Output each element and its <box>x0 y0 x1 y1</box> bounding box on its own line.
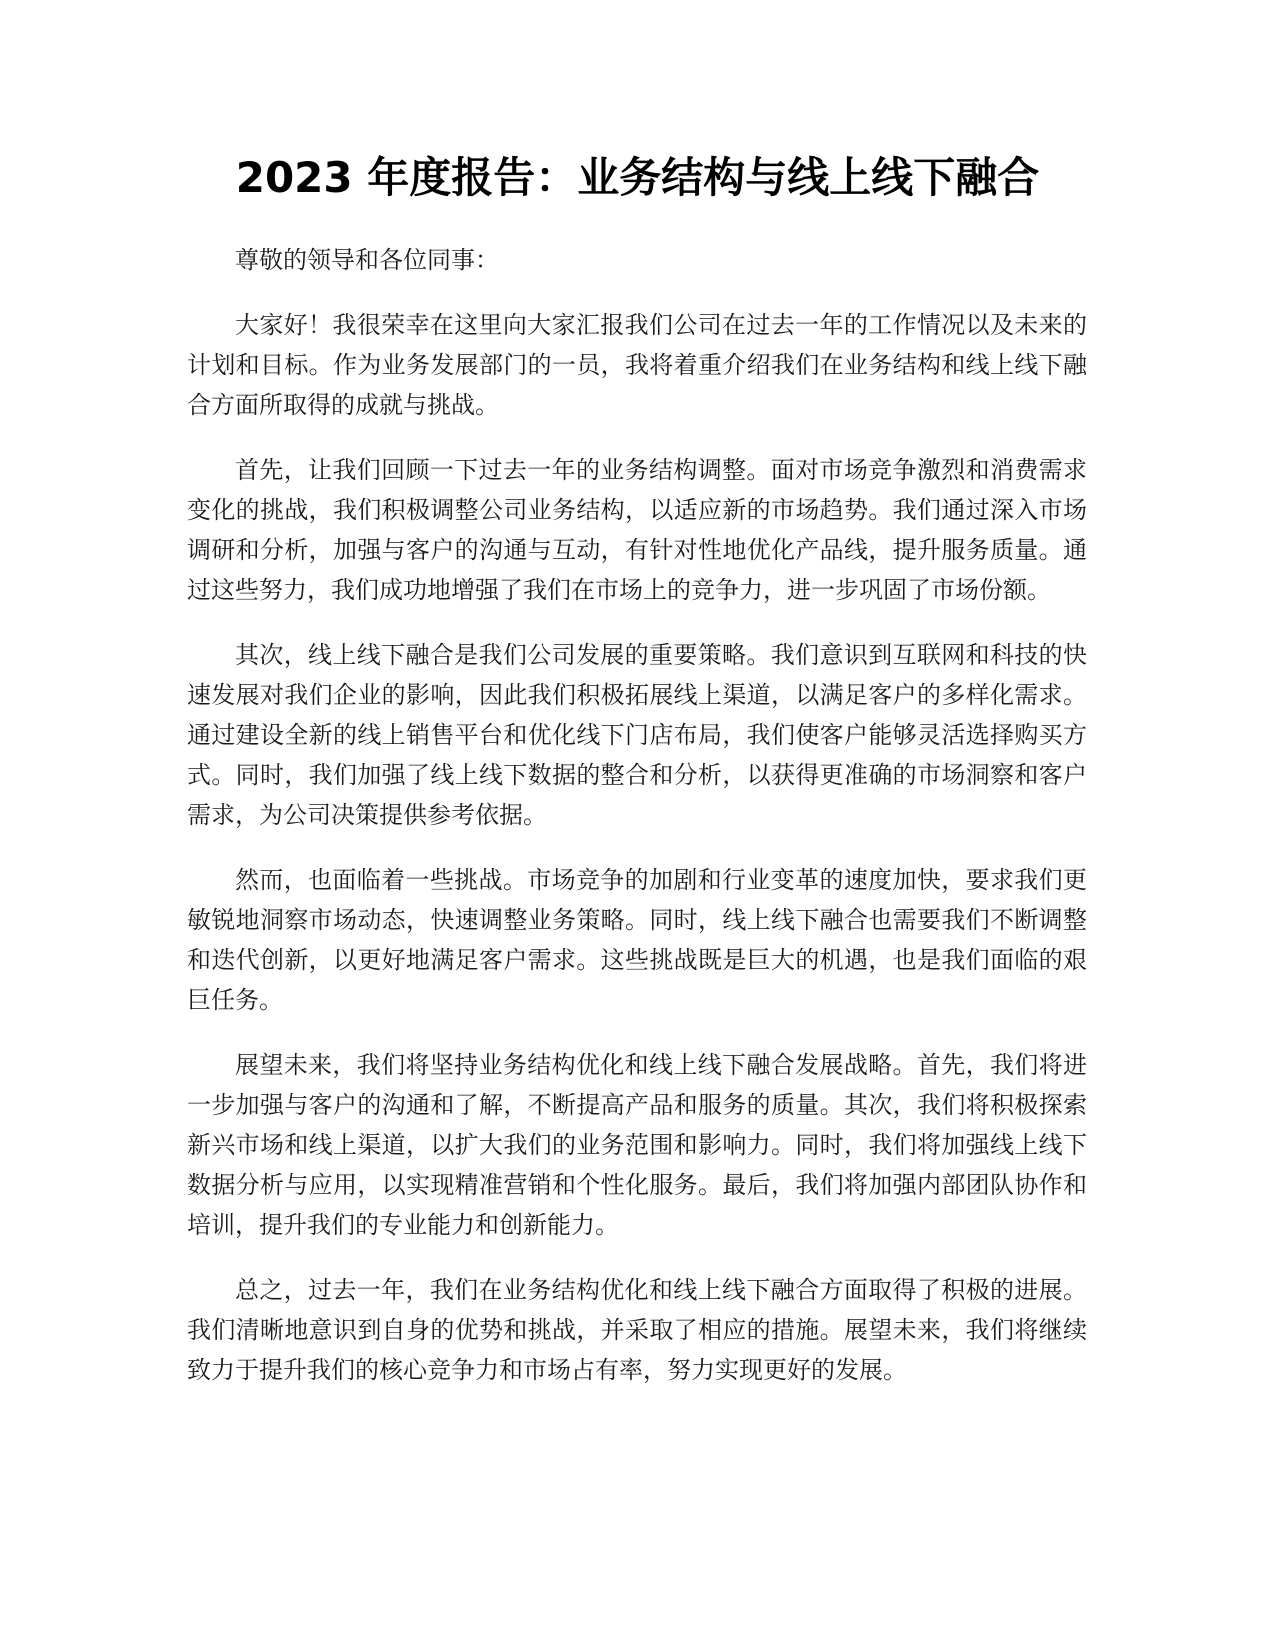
paragraph-online-offline: 其次，线上线下融合是我们公司发展的重要策略。我们意识到互联网和科技的快速发展对我们企业的影响，因此我们积极拓展线上渠道，以满足客户的多样化需求。通过建设全新的线上销售平台和优化线下门店布局，我们使客户能够灵活选择购买方式。同时，我们加强了线上线下数据的整合和分析，以获得更准确的市场洞察和客户需求，为公司决策提供参考依据。 <box>187 641 1087 829</box>
paragraph-summary: 总之，过去一年，我们在业务结构优化和线上线下融合方面取得了积极的进展。我们清晰地意识到自身的优势和挑战，并采取了相应的措施。展望未来，我们将继续致力于提升我们的核心竞争力和市场占有率，努力实现更好的发展。 <box>187 1276 1087 1384</box>
paragraph-outlook: 展望未来，我们将坚持业务结构优化和线上线下融合发展战略。首先，我们将进一步加强与客户的沟通和了解，不断提高产品和服务的质量。其次，我们将积极探索新兴市场和线上渠道，以扩大我们的业务范围和影响力。同时，我们将加强线上线下数据分析与应用，以实现精准营销和个性化服务。最后，我们将加强内部团队协作和培训，提升我们的专业能力和创新能力。 <box>187 1051 1087 1239</box>
paragraph-challenges: 然而，也面临着一些挑战。市场竞争的加剧和行业变革的速度加快，要求我们更敏锐地洞察市场动态，快速调整业务策略。同时，线上线下融合也需要我们不断调整和迭代创新，以更好地满足客户需求。这些挑战既是巨大的机遇，也是我们面临的艰巨任务。 <box>187 866 1087 1014</box>
document-title: 2023 年度报告：业务结构与线上线下融合 <box>235 153 1040 202</box>
paragraph-business-structure: 首先，让我们回顾一下过去一年的业务结构调整。面对市场竞争激烈和消费需求变化的挑战，我们积极调整公司业务结构，以适应新的市场趋势。我们通过深入市场调研和分析，加强与客户的沟通与互动，有针对性地优化产品线，提升服务质量。通过这些努力，我们成功地增强了我们在市场上的竞争力，进一步巩固了市场份额。 <box>187 456 1087 604</box>
paragraph-greeting: 大家好！我很荣幸在这里向大家汇报我们公司在过去一年的工作情况以及未来的计划和目标。作为业务发展部门的一员，我将着重介绍我们在业务结构和线上线下融合方面所取得的成就与挑战。 <box>187 311 1087 419</box>
salutation: 尊敬的领导和各位同事： <box>235 246 499 274</box>
document-body <box>187 240 1087 1415</box>
